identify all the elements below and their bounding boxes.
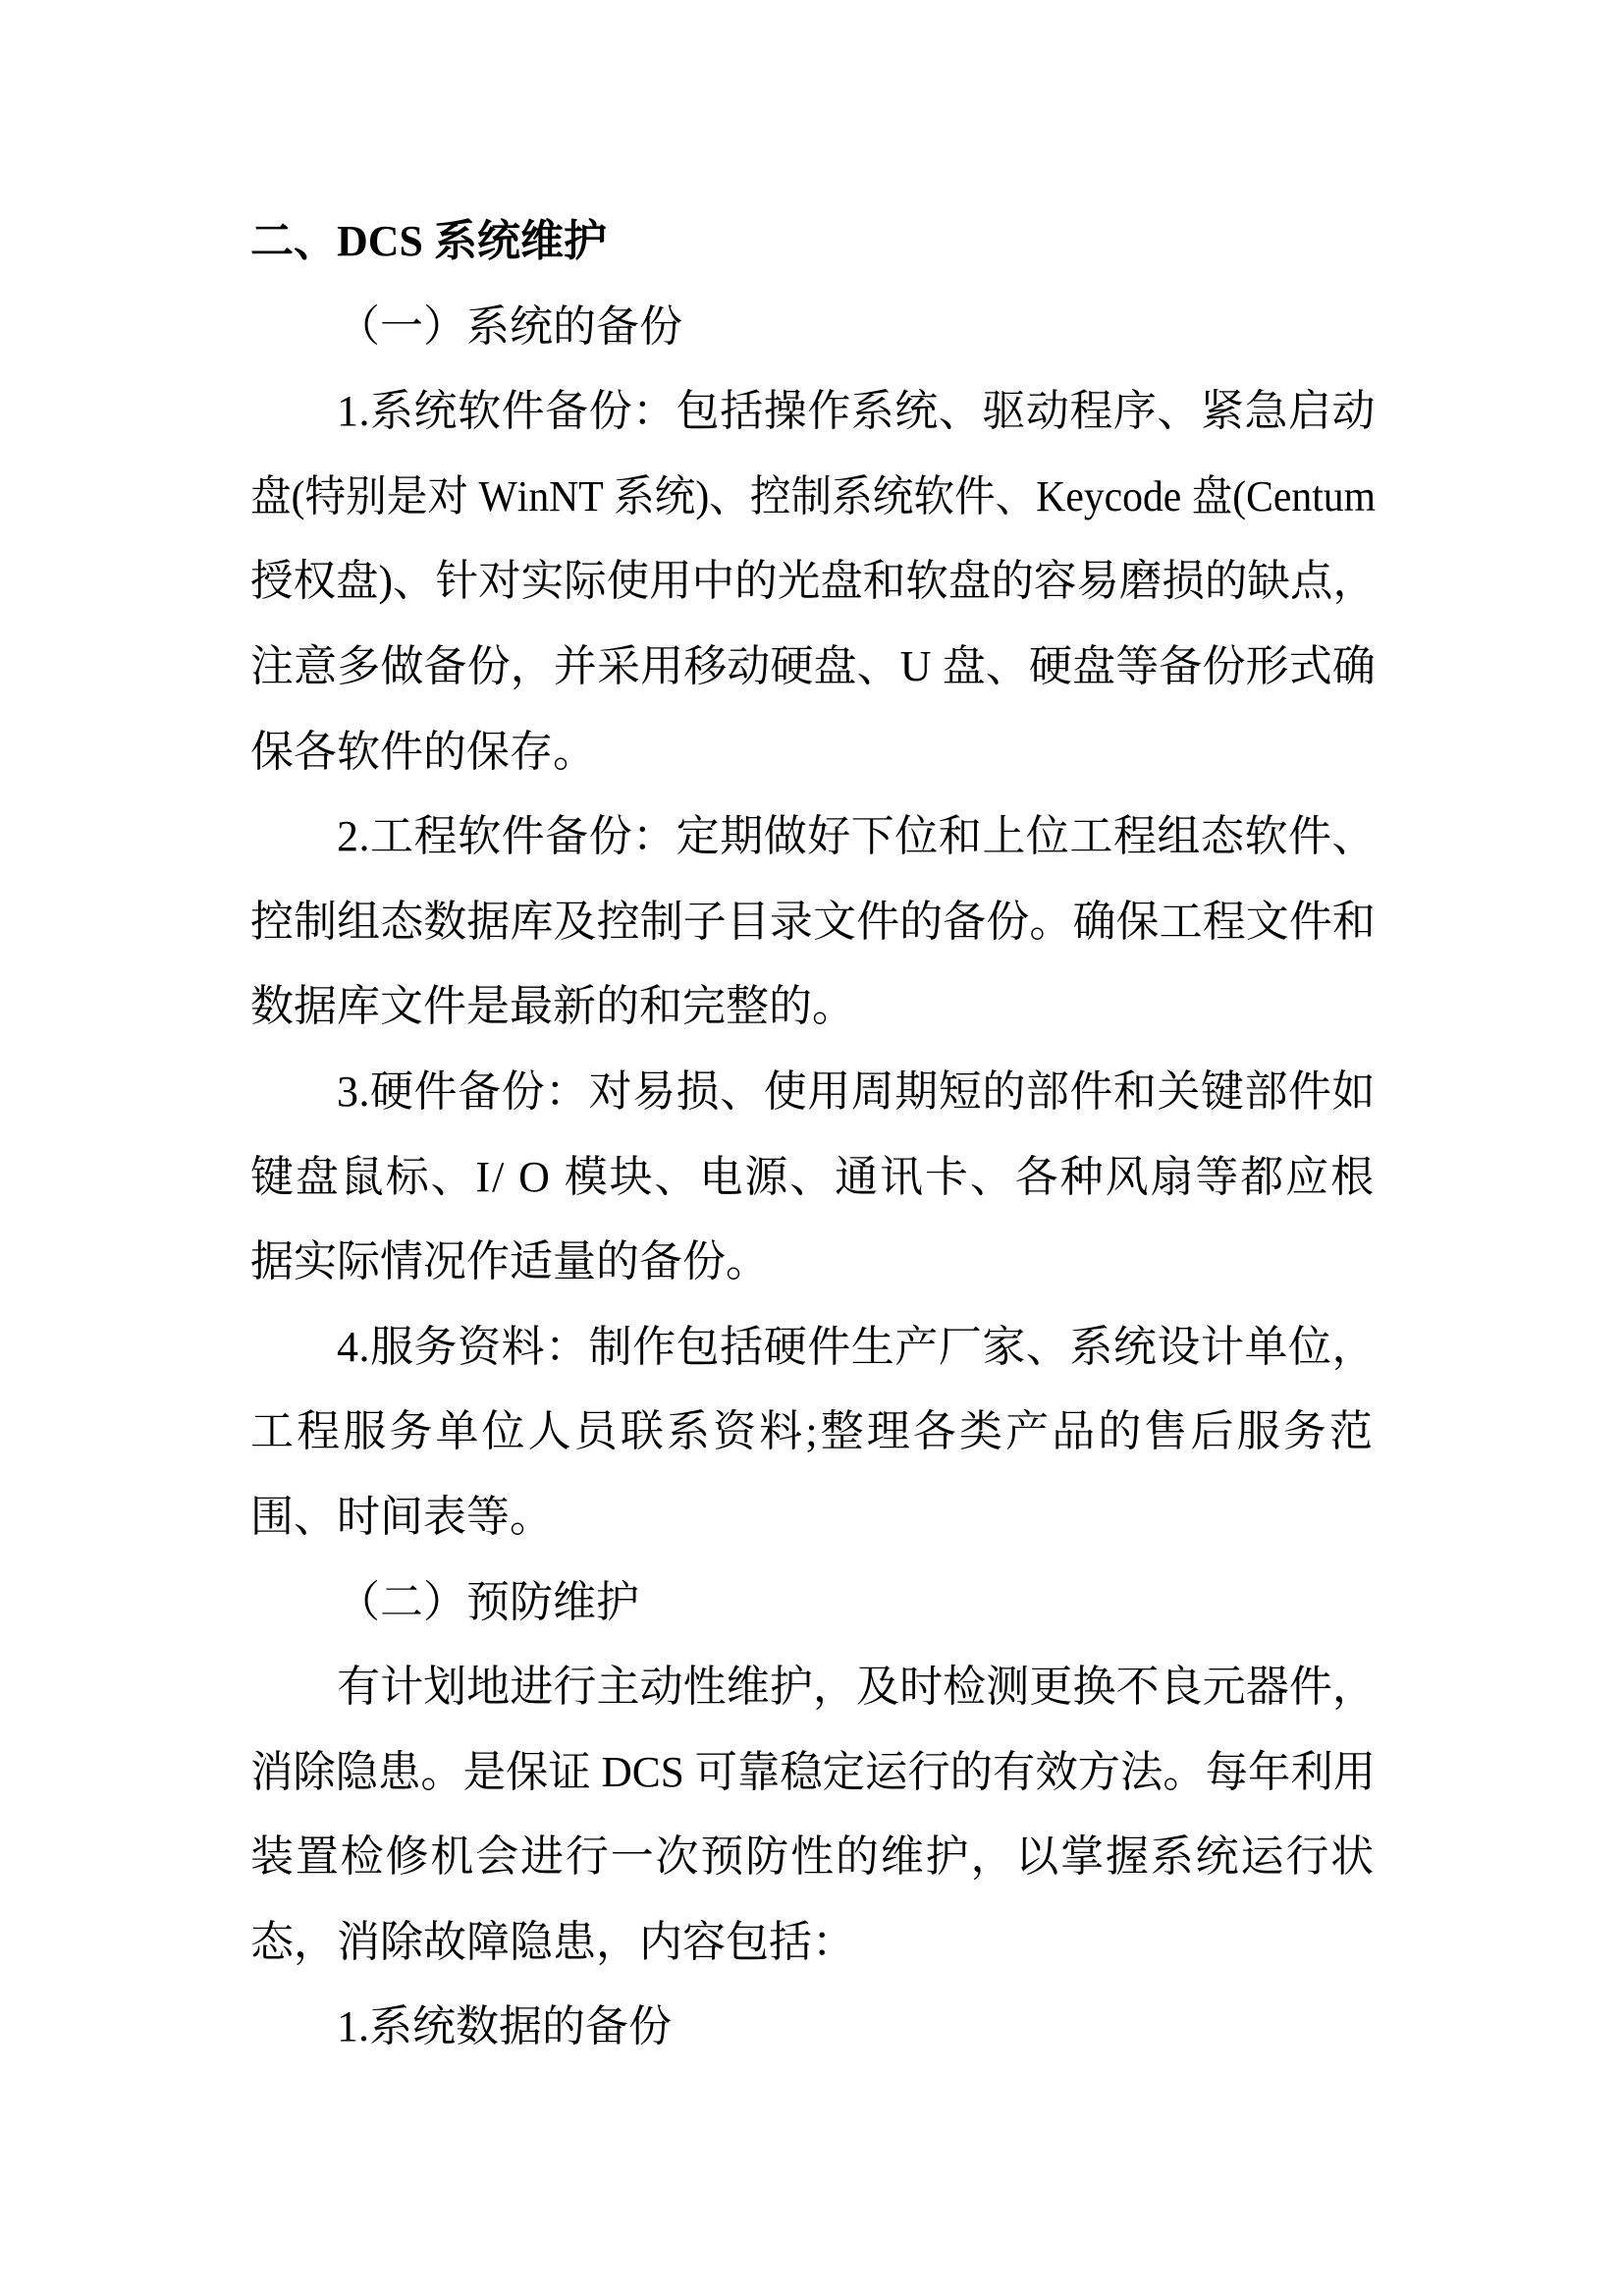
document-text-line: 3.硬件备份：对易损、使用周期短的部件和关键部件如 (337, 1066, 1376, 1116)
document-text-line: 注意多做备份，并采用移动硬盘、U 盘、硬盘等备份形式确 (250, 641, 1376, 690)
document-text-line: 2.工程软件备份：定期做好下位和上位工程组态软件、 (337, 812, 1376, 861)
document-text-line: 工程服务单位人员联系资料;整理各类产品的售后服务范 (250, 1407, 1376, 1456)
document-text-line: 数据库文件是最新的和完整的。 (250, 982, 855, 1031)
document-text-line: （二）预防维护 (337, 1577, 639, 1626)
document-text-line: 态，消除故障隐患，内容包括： (250, 1917, 855, 1966)
document-text-line: 控制组态数据库及控制子目录文件的备份。确保工程文件和 (250, 897, 1376, 946)
document-text-line: 有计划地进行主动性维护，及时检测更换不良元器件， (337, 1663, 1376, 1712)
document-body (250, 199, 1376, 2070)
document-text-line: 授权盘)、针对实际使用中的光盘和软盘的容易磨损的缺点， (250, 557, 1376, 606)
document-text-line: 1.系统数据的备份 (337, 2002, 672, 2051)
document-text-line: 4.服务资料：制作包括硬件生产厂家、系统设计单位， (337, 1322, 1376, 1371)
document-text-line: 装置检修机会进行一次预防性的维护，以掌握系统运行状 (250, 1832, 1376, 1882)
document-text-line: 围、时间表等。 (250, 1492, 553, 1541)
document-text-line: 据实际情况作适量的备份。 (250, 1237, 769, 1286)
document-heading: 二、DCS 系统维护 (250, 217, 608, 265)
document-text-line: 盘(特别是对 WinNT 系统)、控制系统软件、Keycode 盘(Centum (250, 471, 1376, 520)
document-text-line: （一）系统的备份 (337, 301, 682, 351)
document-text-line: 消除隐患。是保证 DCS 可靠稳定运行的有效方法。每年利用 (250, 1747, 1376, 1796)
document-text-line: 保各软件的保存。 (250, 727, 596, 776)
document-text-line: 1.系统软件备份：包括操作系统、驱动程序、紧急启动 (337, 387, 1376, 436)
document-text-line: 键盘鼠标、I/ O 模块、电源、通讯卡、各种风扇等都应根 (250, 1152, 1376, 1201)
